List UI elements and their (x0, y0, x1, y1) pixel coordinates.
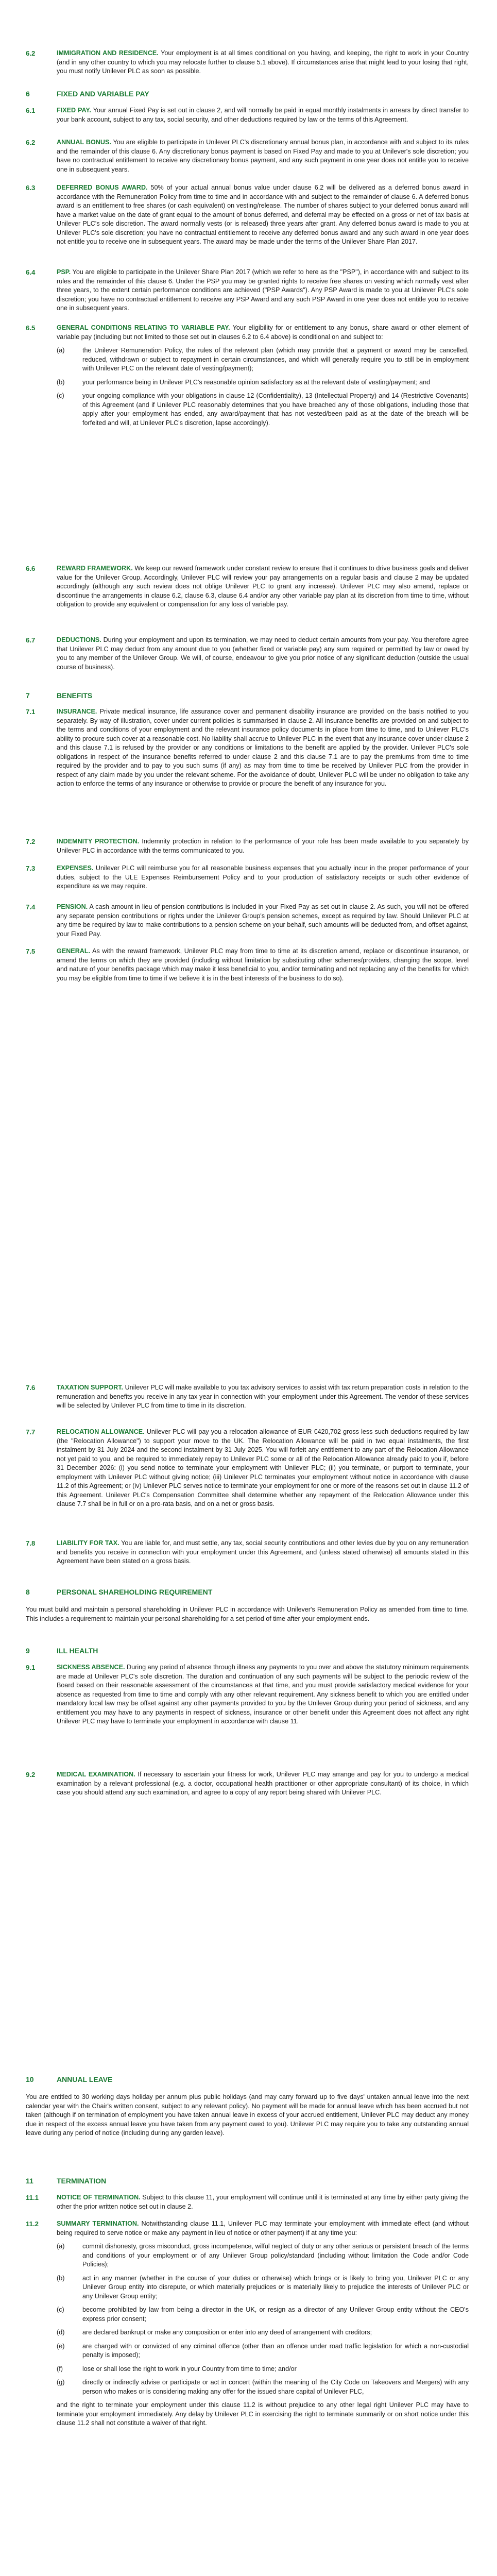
clause-lead: MEDICAL EXAMINATION. (57, 1771, 135, 1778)
clause-number: 6.1 (26, 107, 36, 114)
clause-text: GENERAL CONDITIONS RELATING TO VARIABLE PAY. Your eligibility for or entitlement to any bonus, share award or other element of variable pay (including but not limited to those set out in clauses 6.2 to 6.4 above) is conditional on and subject to: (57, 324, 469, 341)
subclause-text: act in any manner (whether in the course of your duties or otherwise) which brings or is likely to bring you, Unilever PLC or any Unilever Group entity into disrepute, or which materially prejudices or is materially likely to prejudice the interests of Unilever PLC or any Unilever Group entity; (82, 2274, 469, 2300)
section-heading-9 (26, 1647, 469, 1656)
subclause-text: are declared bankrupt or make any composition or enter into any deed of arrangement with creditors; (82, 2329, 372, 2336)
section-number: 11 (26, 2177, 33, 2185)
subclause-e (57, 2342, 469, 2360)
subclause-text: your performance being in Unilever PLC's reasonable opinion satisfactory as at the relevant date of vesting/payment; and (82, 378, 431, 386)
clause-lead: TAXATION SUPPORT. (57, 1384, 124, 1391)
subclause-d (57, 2328, 469, 2337)
clause-number: 7.5 (26, 947, 36, 955)
clause-lead: RELOCATION ALLOWANCE. (57, 1428, 145, 1435)
clause-lead: INDEMNITY PROTECTION. (57, 838, 140, 845)
subclause-c (57, 2306, 469, 2324)
clause-lead: FIXED PAY. (57, 107, 91, 114)
clause-number: 6.2 (26, 139, 36, 146)
clause-7-5-general (26, 947, 469, 983)
clause-6-2-annual-bonus (26, 138, 469, 174)
clause-text: DEDUCTIONS. During your employment and upon its termination, we may need to deduct certain amounts from your pay. You therefore agree that Unilever PLC may deduct from any amount due to you (whether fixed or variable pay) any sum required or permitted by law or owed by you to any member of the Unilever Group. We will, of course, endeavour to give you prior notice of any significant deduction (outside the usual course of business). (57, 636, 469, 671)
section-title: BENEFITS (57, 691, 93, 700)
clause-lead: GENERAL CONDITIONS RELATING TO VARIABLE PAY. (57, 324, 230, 331)
clause-lead: SICKNESS ABSENCE. (57, 1664, 125, 1671)
clause-6-4-psp (26, 268, 469, 313)
clause-text: PENSION. A cash amount in lieu of pension contributions is included in your Fixed Pay as set out in clause 2. As such, you will not be offered any separate pension contributions or rights under the Unilever Group's pension schemes, except as required by law. Should Unilever PLC at any time be required by law to make contributions to a pension scheme on your behalf, such amounts will be deducted from, and offset against, your Fixed Pay. (57, 903, 469, 938)
section-heading-11 (26, 2177, 469, 2186)
subclause-text: your ongoing compliance with your obligations in clause 12 (Confidentiality), 13 (Intellectual Property) and 14 (Restrictive Covenants) of this Agreement (and if Unilever PLC reasonably determines that you have breached any of those obligations, including those that apply after your employment has ended, any award/payment that has not vested/been paid as at the date of the breach will be forfeited and will, at Unilever PLC's discretion, lapse accordingly). (82, 392, 469, 427)
subclause-g (57, 2378, 469, 2396)
clause-7-4-pension (26, 903, 469, 939)
subclause-label: (a) (57, 347, 65, 354)
subclause-text: are charged with or convicted of any criminal offence (other than an offence under road traffic legislation for which a non-custodial penalty is imposed); (82, 2342, 469, 2359)
clause-11-1-notice-of-termination (26, 2193, 469, 2211)
subclause-label: (a) (57, 2243, 65, 2250)
clause-text: LIABILITY FOR TAX. You are liable for, and must settle, any tax, social security contributions and other levies due by you on any remuneration and benefits you receive in connection with your employment under this Agreement, and (unless stated otherwise) all amounts stated in this Agreement have been stated on a gross basis. (57, 1539, 469, 1565)
clause-7-7-relocation-allowance (26, 1428, 469, 1509)
section-title: ANNUAL LEAVE (57, 2075, 113, 2083)
clause-lead: LIABILITY FOR TAX. (57, 1539, 119, 1547)
subclause-a (57, 2242, 469, 2269)
clause-number: 9.2 (26, 1771, 36, 1778)
section-heading-10 (26, 2075, 469, 2084)
clause-number: 6.2 (26, 49, 36, 57)
clause-text: RELOCATION ALLOWANCE. Unilever PLC will pay you a relocation allowance of EUR €420,702 gross less such deductions required by law (the "Relocation Allowance") to support your move to the UK. The Relocation Allowance will be paid in two equal instalments, the first instalment by 31 July 2024 and the second instalment by 31 July 2025. You will forfeit any entitlement to any part of the Relocation Allowance not yet paid to you, and be required to immediately repay to Unilever PLC some or all of the Relocation Allowance already paid to you if, before 31 December 2026: (i) you send notice to terminate your employment with Unilever PLC; (ii) you terminate, or purport to terminate, your employment with Unilever PLC without giving notice; (iii) Unilever PLC terminates your employment without notice in accordance with clause 11.2 of this Agreement; or (iv) Unilever PLC serves notice to terminate your employment for one or more of the reasons set out in clause 11.2 of this Agreement. Unilever PLC's Compensation Committee shall determine whether any repayment of the Relocation Allowance under this clause 7.7 shall be in full or on a pro-rata basis, and on a net or gross basis. (57, 1428, 469, 1507)
clause-number: 6.3 (26, 184, 36, 192)
clause-number: 7.4 (26, 903, 36, 911)
clause-text: REWARD FRAMEWORK. We keep our reward framework under constant review to ensure that it continues to drive business goals and deliver value for the Unilever Group. Accordingly, Unilever PLC will review your pay arrangements on a regular basis and clause 2 may be updated accordingly (although any such review does not oblige Unilever PLC to grant any increase). Unilever PLC may also amend, replace or discontinue the arrangements in clause 6.2, clause 6.3, clause 6.4 and/or any other variable pay plan at its discretion from time to time, without obligation to provide any equivalent or compensation for any loss of variable pay. (57, 565, 469, 608)
clause-9-2-medical-examination (26, 1770, 469, 1798)
clause-9-1-sickness-absence (26, 1663, 469, 1726)
subclause-text: become prohibited by law from being a director in the UK, or resign as a director of any Unilever Group entity without the CEO's express prior consent; (82, 2306, 469, 2323)
clause-number: 6.6 (26, 565, 36, 572)
subclause-label: (c) (57, 392, 64, 399)
clause-6-5-general-conditions (26, 324, 469, 428)
clause-number: 7.7 (26, 1428, 36, 1436)
section-number: 8 (26, 1588, 30, 1596)
clause-text: MEDICAL EXAMINATION. If necessary to ascertain your fitness for work, Unilever PLC may arrange and pay for you to undergo a medical examination by a relevant professional (e.g. a doctor, occupational health practitioner or other appropriate consultant) of its choice, in which case you should attend any such examination, and agree to a copy of any report being shared with Unilever PLC. (57, 1771, 469, 1796)
clause-number: 6.7 (26, 636, 36, 644)
clause-6-1-fixed-pay (26, 106, 469, 124)
clause-text: PSP. You are eligible to participate in the Unilever Share Plan 2017 (which we refer to here as the "PSP"), in accordance with and subject to its rules and the remainder of this clause 6. Under the PSP you may be granted rights to receive free shares on vesting which normally vest after three years, to the extent certain performance conditions are achieved ("PSP Awards"). Any PSP Award is made to you at Unilever PLC's sole discretion; you have no contractual entitlement to receive any PSP Award and any such PSP Award in one year does not entitle you to receive one in subsequent years. (57, 268, 469, 312)
clause-number: 6.5 (26, 324, 36, 332)
clause-lead: DEDUCTIONS. (57, 636, 101, 643)
clause-text: GENERAL. As with the reward framework, Unilever PLC may from time to time at its discretion amend, replace or discontinue insurance, or amend the terms on which they are provided (including without limitation by substituting other schemes/providers, changing the scope, level and nature of your benefits package which may make it less beneficial to you, and/or terminating and not replacing any of the benefits for which you may be eligible from time to time if we believe it is in the best interests of the business to do so). (57, 947, 469, 982)
clause-lead: INSURANCE. (57, 708, 97, 715)
clause-7-2-indemnity (26, 837, 469, 855)
subclause-f (57, 2365, 469, 2374)
paragraph-text: You must build and maintain a personal shareholding in Unilever PLC in accordance with Unilever's Remuneration Policy as amended from time to time. This includes a requirement to maintain your personal shareholding for a set period of time after your employment ends. (26, 1606, 469, 1622)
clause-lead: SUMMARY TERMINATION. (57, 2220, 139, 2227)
clause-number: 7.8 (26, 1539, 36, 1547)
clause-lead: GENERAL. (57, 947, 91, 955)
subclause-a (57, 346, 469, 374)
section-8-paragraph (26, 1605, 469, 1623)
subclause-label: (g) (57, 2379, 65, 2386)
clause-number: 11.2 (26, 2220, 39, 2228)
clause-text: SUMMARY TERMINATION. Notwithstanding clause 11.1, Unilever PLC may terminate your employment with immediate effect (and without being required to serve notice or make any payment in lieu of notice or other payment) if at any time you: (57, 2220, 469, 2236)
subclause-b (57, 2274, 469, 2301)
section-number: 9 (26, 1647, 30, 1655)
clause-number: 7.2 (26, 838, 36, 845)
clause-lead: PSP. (57, 268, 71, 276)
clause-6-7-deductions (26, 636, 469, 672)
clause-lead: PENSION. (57, 903, 88, 910)
clause-number: 11.1 (26, 2194, 39, 2201)
paragraph-text: You are entitled to 30 working days holiday per annum plus public holidays (and may carry forward up to five days' untaken annual leave into the next calendar year with the Chair's written consent, subject to any relevant policy). No payment will be made for annual leave which has been accrued but not taken (although if on termination of employment you have taken annual leave in excess of your accrued entitlement, Unilever PLC may deduct any money due in respect of the excess annual leave you have taken from any payment owed to you). Unilever PLC may require you to take any outstanding annual leave during any period of notice (including during any garden leave). (26, 2093, 469, 2137)
section-number: 6 (26, 90, 30, 98)
clause-11-2-summary-termination (26, 2219, 469, 2428)
clause-number: 7.6 (26, 1384, 36, 1392)
clause-number: 9.1 (26, 1664, 36, 1671)
clause-lead: NOTICE OF TERMINATION. (57, 2194, 141, 2201)
clause-lead: IMMIGRATION AND RESIDENCE. (57, 49, 159, 57)
clause-number: 7.3 (26, 865, 36, 872)
clause-text: INDEMNITY PROTECTION. Indemnity protection in relation to the performance of your role has been made available to you separately by Unilever PLC in accordance with the terms communicated to you. (57, 838, 469, 854)
clause-text: DEFERRED BONUS AWARD. 50% of your actual annual bonus value under clause 6.2 will be delivered as a deferred bonus award in accordance with the Remuneration Policy from time to time and in accordance with and subject to the remainder of clause 6. A deferred bonus award is an entitlement to free shares (or cash equivalent) on vesting/release. The number of shares subject to your deferred bonus award will have a market value on the date of grant equal to the amount of bonus deferred, and deferral may be effected on a gross or net of tax basis at Unilever PLC's sole discretion. The award normally vests (or is released) three years after grant. Any deferred bonus award is made to you at Unilever PLC's sole discretion; you have no contractual entitlement to receive any deferred bonus award and any such award in one year does not entitle you to receive one in subsequent years. The award may be made under the terms of the Unilever Share Plan 2017. (57, 184, 469, 245)
clause-lead: EXPENSES. (57, 865, 94, 872)
section-number: 7 (26, 691, 30, 700)
clause-lead: DEFERRED BONUS AWARD. (57, 184, 148, 191)
clause-text: NOTICE OF TERMINATION. Subject to this clause 11, your employment will continue until it is terminated at any time by either party giving the other the prior written notice set out in clause 2. (57, 2194, 469, 2210)
clause-text: EXPENSES. Unilever PLC will reimburse you for all reasonable business expenses that you actually incur in the proper performance of your duties, subject to the ULE Expenses Reimbursement Policy and to your production of satisfactory receipts or such other evidence of expenditure as we may require. (57, 865, 469, 890)
section-title: ILL HEALTH (57, 1647, 98, 1655)
clause-7-3-expenses (26, 864, 469, 891)
subclause-text: the Unilever Remuneration Policy, the rules of the relevant plan (which may provide that a payment or award may be cancelled, reduced, withdrawn or subject to repayment in certain circumstances, and which will generally require you to still be in employment with Unilever PLC on the relevant date of vesting/payment); (82, 347, 469, 372)
clause-11-2-closing-text: and the right to terminate your employment under this clause 11.2 is without prejudice to any other legal right Unilever PLC may have to terminate your employment immediately. Any delay by Unilever PLC in exercising the right to terminate summarily or on short notice under this clause 11.2 shall not constitute a waiver of that right. (57, 2401, 469, 2427)
section-title: PERSONAL SHAREHOLDING REQUIREMENT (57, 1588, 213, 1596)
subclause-text: directly or indirectly advise or participate or act in concert (within the meaning of the City Code on Takeovers and Mergers) with any person who makes or is considering making any offer for the issued share capital of Unilever PLC, (82, 2379, 469, 2395)
clause-text: TAXATION SUPPORT. Unilever PLC will make available to you tax advisory services to assist with tax return preparation costs in relation to the remuneration and benefits you receive in any tax year in connection with your employment under this Agreement. The vendor of these services will be selected by Unilever PLC from time to time in its discretion. (57, 1384, 469, 1409)
clause-lead: ANNUAL BONUS. (57, 139, 111, 146)
clause-text: SICKNESS ABSENCE. During any period of absence through illness any payments to you over and above the statutory minimum requirements are made at Unilever PLC's sole discretion. The duration and continuation of any such payments will be subject to the periodic review of the Board based on their reasonable assessment of the circumstances at that time, and you must provide satisfactory medical evidence for your absence as requested from time to time and comply with any other relevant requirement. Any sickness benefit to which you are entitled under mandatory local law may be offset against any other payments provided to you by the Unilever Group during your period of sickness, and any entitlement you may have to any payments in respect of sickness, insurance or other benefit under this Agreement does not affect any right Unilever PLC may have to terminate your employment in accordance with clause 11. (57, 1664, 469, 1725)
section-title: FIXED AND VARIABLE PAY (57, 90, 149, 98)
clause-6-2-immigration (26, 49, 469, 76)
section-title: TERMINATION (57, 2177, 107, 2185)
clause-text: FIXED PAY. Your annual Fixed Pay is set out in clause 2, and will normally be paid in equal monthly instalments in arrears by direct transfer to your bank account, subject to any tax, social security, and other deductions required by law or the terms of this Agreement. (57, 107, 469, 123)
clause-text: ANNUAL BONUS. You are eligible to participate in Unilever PLC's discretionary annual bonus plan, in accordance with and subject to its rules and the remainder of this clause 6. Any discretionary bonus payment is based on Fixed Pay and made to you at Unilever's sole discretion; you have no contractual entitlement to receive any discretionary bonus payment, and any such payment in one year does not entitle you to receive one in subsequent years. (57, 139, 469, 173)
section-heading-6 (26, 90, 469, 99)
clause-text: IMMIGRATION AND RESIDENCE. Your employment is at all times conditional on you having, and keeping, the right to work in your Country (and in any other country to which you may relocate further to clause 5.1 above). If circumstances arise that might lead to your losing that right, you must notify Unilever PLC as soon as possible. (57, 49, 469, 75)
subclause-text: lose or shall lose the right to work in your Country from time to time; and/or (82, 2365, 297, 2372)
subclause-label: (f) (57, 2365, 63, 2372)
clause-number: 7.1 (26, 708, 36, 716)
clause-7-8-liability-for-tax (26, 1539, 469, 1566)
subclause-label: (b) (57, 378, 65, 386)
section-heading-8 (26, 1588, 469, 1597)
subclause-label: (b) (57, 2274, 65, 2282)
subclause-label: (c) (57, 2306, 64, 2313)
clause-7-1-insurance (26, 707, 469, 789)
subclause-b (57, 378, 469, 387)
clause-number: 6.4 (26, 268, 36, 276)
clause-6-3-deferred-bonus (26, 183, 469, 247)
clause-6-6-reward-framework (26, 564, 469, 609)
subclause-label: (e) (57, 2342, 65, 2350)
section-heading-7 (26, 691, 469, 701)
subclause-c (57, 392, 469, 428)
subclause-text: commit dishonesty, gross misconduct, gross incompetence, wilful neglect of duty or any other serious or persistent breach of the terms and conditions of your employment or of any Unilever Group policy/standard (including without limitation the Code and/or Code Policies); (82, 2243, 469, 2268)
section-10-paragraph (26, 2093, 469, 2138)
clause-text: INSURANCE. Private medical insurance, life assurance cover and permanent disability insurance are provided on the basis notified to you separately. By way of illustration, cover under current policies is summarised in clause 2. All insurance benefits are provided on and subject to the terms and conditions of your employment and the relevant insurance policy documents in place from time to time, and to Unilever PLC's ability to procure such cover at a reasonable cost. No liability shall accrue to Unilever PLC in the event that any insurance cover under clause 2 and this clause 7.1 is refused by the provider or any conditions or limitations to the benefit are applied by the provider. Unilever PLC's sole obligations in respect of the insurance benefits referred to under clause 2 and this clause 7.1 are to pay the premiums from time to time required by the provider and to pay to you such sums (if any) as may from time to time be received by Unilever PLC from the provider in respect of any claim made by you under the relevant scheme. For the avoidance of doubt, Unilever PLC will be under no obligation to take any action to enforce the terms of any insurance or otherwise to provide or procure the benefit of any insurance for you. (57, 708, 469, 787)
clause-7-6-taxation-support (26, 1383, 469, 1411)
section-number: 10 (26, 2075, 34, 2083)
clause-lead: REWARD FRAMEWORK. (57, 565, 133, 572)
subclause-label: (d) (57, 2329, 65, 2336)
